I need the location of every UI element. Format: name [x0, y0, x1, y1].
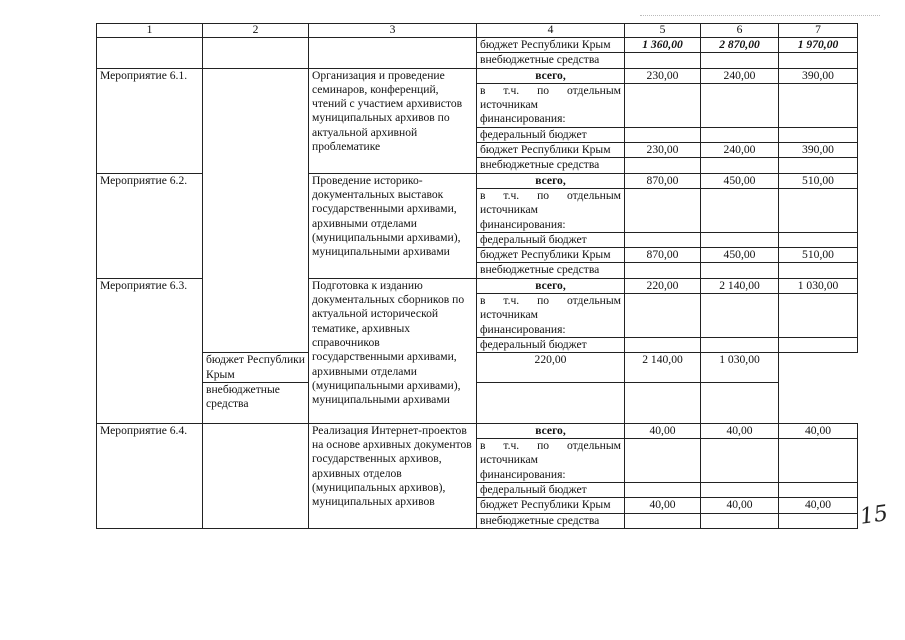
value-cell: 2 140,00	[701, 278, 779, 293]
source-label: бюджет Республики Крым	[477, 248, 625, 263]
source-label: федеральный бюджет	[477, 483, 625, 498]
value-cell	[701, 53, 779, 68]
total-label: всего,	[477, 173, 625, 188]
value-cell	[779, 439, 858, 483]
empty-cell	[203, 38, 309, 69]
table-row	[97, 38, 858, 53]
value-cell	[701, 127, 779, 142]
value-cell	[701, 294, 779, 338]
source-label: внебюджетные средства	[477, 53, 625, 68]
source-label: федеральный бюджет	[477, 127, 625, 142]
total-label: всего,	[477, 278, 625, 293]
value-cell	[625, 513, 701, 528]
value-cell	[779, 513, 858, 528]
value-cell	[779, 83, 858, 127]
value-cell: 1 030,00	[779, 278, 858, 293]
table-row	[97, 382, 858, 423]
value-cell: 40,00	[779, 423, 858, 438]
source-label: федеральный бюджет	[477, 337, 625, 352]
value-cell: 1 360,00	[625, 38, 701, 53]
measure-description: Проведение историко-документальных выставок государственными архивами, архивными отделами (муниципальными архивами), муниципальными архивами	[309, 173, 477, 278]
value-cell: 450,00	[701, 173, 779, 188]
header-cell: 6	[701, 24, 779, 38]
source-label: бюджет Республики Крым	[477, 143, 625, 158]
value-cell	[779, 232, 858, 247]
value-cell	[625, 382, 701, 423]
value-cell	[701, 337, 779, 352]
header-cell: 4	[477, 24, 625, 38]
value-cell	[701, 513, 779, 528]
value-cell	[625, 263, 701, 278]
source-label: бюджет Республики Крым	[477, 38, 625, 53]
including-label: в т.ч. по отдельным источникам финансирования:	[477, 83, 625, 127]
program-table	[96, 23, 858, 529]
value-cell: 230,00	[625, 68, 701, 83]
value-cell: 230,00	[625, 143, 701, 158]
value-cell	[779, 53, 858, 68]
value-cell	[625, 483, 701, 498]
source-label: внебюджетные средства	[477, 513, 625, 528]
measure-description: Организация и проведение семинаров, конференций, чтений с участием архивистов муниципальных архивов по актуальной архивной проблематике	[309, 68, 477, 173]
including-label: в т.ч. по отдельным источникам финансирования:	[477, 294, 625, 338]
page-number: 15	[858, 501, 890, 530]
value-cell	[625, 188, 701, 232]
value-cell	[779, 188, 858, 232]
header-cell: 3	[309, 24, 477, 38]
value-cell: 240,00	[701, 68, 779, 83]
value-cell	[779, 158, 858, 173]
source-label: бюджет Республики Крым	[203, 353, 309, 383]
source-label: внебюджетные средства	[203, 382, 309, 423]
measure-name: Мероприятие 6.2.	[97, 173, 203, 278]
value-cell: 1 970,00	[779, 38, 858, 53]
value-cell	[701, 439, 779, 483]
value-cell	[779, 263, 858, 278]
value-cell	[625, 127, 701, 142]
value-cell	[625, 53, 701, 68]
measure-name: Мероприятие 6.3.	[97, 278, 203, 423]
measure-description: Подготовка к изданию документальных сборников по актуальной исторической тематике, архивных справочников государственными архивами, архивными отделами (муниципальными архивами), муниципальными архивами	[309, 278, 477, 423]
value-cell	[779, 127, 858, 142]
value-cell: 40,00	[701, 423, 779, 438]
empty-cell	[309, 38, 477, 69]
value-cell: 40,00	[701, 498, 779, 513]
total-label: всего,	[477, 423, 625, 438]
value-cell	[625, 232, 701, 247]
source-label: федеральный бюджет	[477, 232, 625, 247]
value-cell	[625, 83, 701, 127]
value-cell	[477, 382, 625, 423]
measure-name: Мероприятие 6.4.	[97, 423, 203, 528]
value-cell: 870,00	[625, 173, 701, 188]
value-cell: 390,00	[779, 68, 858, 83]
measure-name: Мероприятие 6.1.	[97, 68, 203, 173]
source-label: бюджет Республики Крым	[477, 498, 625, 513]
value-cell	[625, 158, 701, 173]
header-cell: 1	[97, 24, 203, 38]
value-cell	[779, 337, 858, 352]
table-row	[97, 68, 858, 83]
value-cell	[701, 382, 779, 423]
source-label: внебюджетные средства	[477, 263, 625, 278]
measure-description: Реализация Интернет-проектов на основе архивных документов государственных архивов, архивных отделов (муниципальных архивов), муниципальных архивов	[309, 423, 477, 528]
header-cell: 7	[779, 24, 858, 38]
value-cell	[701, 232, 779, 247]
value-cell	[701, 188, 779, 232]
total-label: всего,	[477, 68, 625, 83]
empty-cell	[97, 38, 203, 69]
value-cell: 40,00	[779, 498, 858, 513]
empty-cell	[203, 423, 309, 528]
scan-artifact	[640, 15, 880, 18]
value-cell	[701, 83, 779, 127]
value-cell: 450,00	[701, 248, 779, 263]
value-cell: 2 140,00	[625, 353, 701, 383]
value-cell: 240,00	[701, 143, 779, 158]
value-cell	[701, 158, 779, 173]
table-row	[97, 353, 858, 383]
value-cell: 220,00	[625, 278, 701, 293]
value-cell: 390,00	[779, 143, 858, 158]
value-cell: 1 030,00	[701, 353, 779, 383]
value-cell: 40,00	[625, 423, 701, 438]
value-cell: 870,00	[625, 248, 701, 263]
header-cell: 2	[203, 24, 309, 38]
value-cell	[701, 263, 779, 278]
header-cell: 5	[625, 24, 701, 38]
source-label: внебюджетные средства	[477, 158, 625, 173]
value-cell: 40,00	[625, 498, 701, 513]
table-row	[97, 423, 858, 438]
value-cell	[701, 483, 779, 498]
value-cell	[779, 483, 858, 498]
value-cell	[625, 337, 701, 352]
empty-cell	[203, 68, 309, 353]
value-cell: 510,00	[779, 173, 858, 188]
value-cell: 510,00	[779, 248, 858, 263]
header-row	[97, 24, 858, 38]
including-label: в т.ч. по отдельным источникам финансирования:	[477, 439, 625, 483]
value-cell	[625, 294, 701, 338]
value-cell: 2 870,00	[701, 38, 779, 53]
value-cell	[779, 294, 858, 338]
value-cell: 220,00	[477, 353, 625, 383]
including-label: в т.ч. по отдельным источникам финансирования:	[477, 188, 625, 232]
value-cell	[625, 439, 701, 483]
